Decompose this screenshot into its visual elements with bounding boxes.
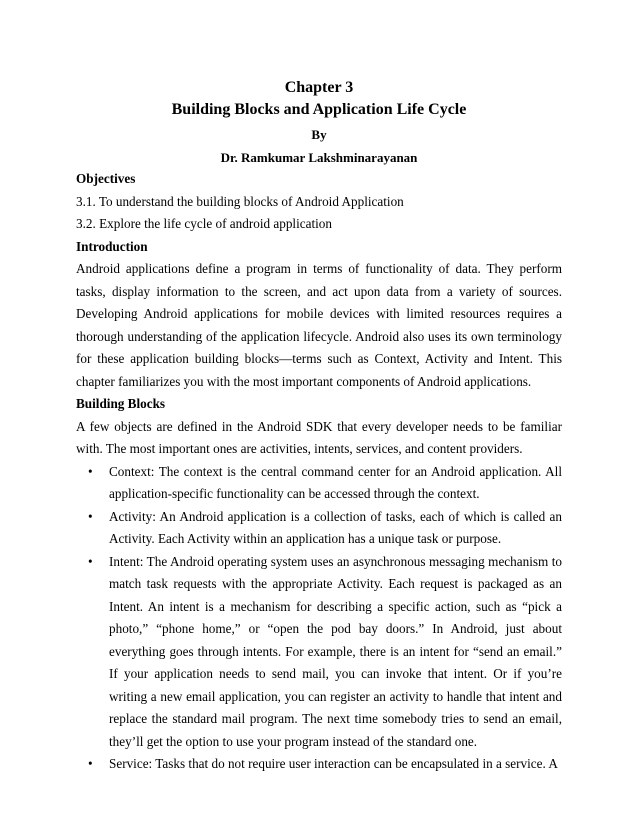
list-item-activity [76, 506, 562, 551]
building-blocks-list [76, 461, 562, 776]
list-item-text: Service: Tasks that do not require user interaction can be encapsulated in a service. A [109, 756, 558, 771]
objective-item: 3.1. To understand the building blocks of Android Application [76, 193, 404, 209]
bullet-icon: • [88, 756, 93, 771]
document-body [76, 168, 562, 776]
list-item-intent [76, 551, 562, 754]
list-item-service [76, 753, 562, 776]
bullet-icon: • [88, 553, 93, 569]
list-item-text: Intent: The Android operating system uses an asynchronous messaging mechanism to match task requests with the appropriate Activity. Each request is packaged as an Intent. An intent is a mechanism for describing a specific action, such as “pick a photo,” “phone home,” or “open the pod bay doors.” In Android, just about everything goes through intents. For example, there is an intent for “send an email.” If your application needs to send mail, you can invoke that intent. Or if you’re writing a new email application, you can register an activity to handle that intent and replace the standard mail program. The next time somebody tries to send an email, they’ll get the option to use your program instead of the standard one. [109, 553, 562, 749]
list-item-text: Context: The context is the central command center for an Android application. All application-specific functionality can be accessed through the context. [109, 463, 562, 501]
byline-by: By [311, 127, 327, 142]
objective-item: 3.2. Explore the life cycle of android application [76, 216, 332, 231]
introduction-heading: Introduction [76, 238, 148, 254]
introduction-paragraph: Android applications define a program in terms of functionality of data. They perform tasks, display information to the screen, and act upon data from a variety of sources. Developing Android applications for mobile devices with limited resources requires a thorough understanding of the application lifecycle. Android also uses its own terminology for these application building blocks—terms such as Context, Activity and Intent. This chapter familiarizes you with the most important components of Android applications. [76, 261, 562, 389]
list-item-text: Activity: An Android application is a collection of tasks, each of which is called an Activity. Each Activity within an application has a unique task or purpose. [109, 508, 562, 546]
building-blocks-intro: A few objects are defined in the Android SDK that every developer needs to be familiar with. The most important ones are activities, intents, services, and content providers. [76, 418, 562, 456]
bullet-icon: • [88, 463, 93, 479]
chapter-number: Chapter 3 [284, 79, 354, 96]
bullet-icon: • [88, 508, 93, 524]
chapter-title: Building Blocks and Application Life Cycle [171, 101, 467, 118]
objectives-heading: Objectives [76, 171, 136, 186]
building-blocks-heading: Building Blocks [76, 396, 166, 411]
list-item-context [76, 461, 562, 506]
author-name: Dr. Ramkumar Lakshminarayanan [220, 150, 418, 165]
